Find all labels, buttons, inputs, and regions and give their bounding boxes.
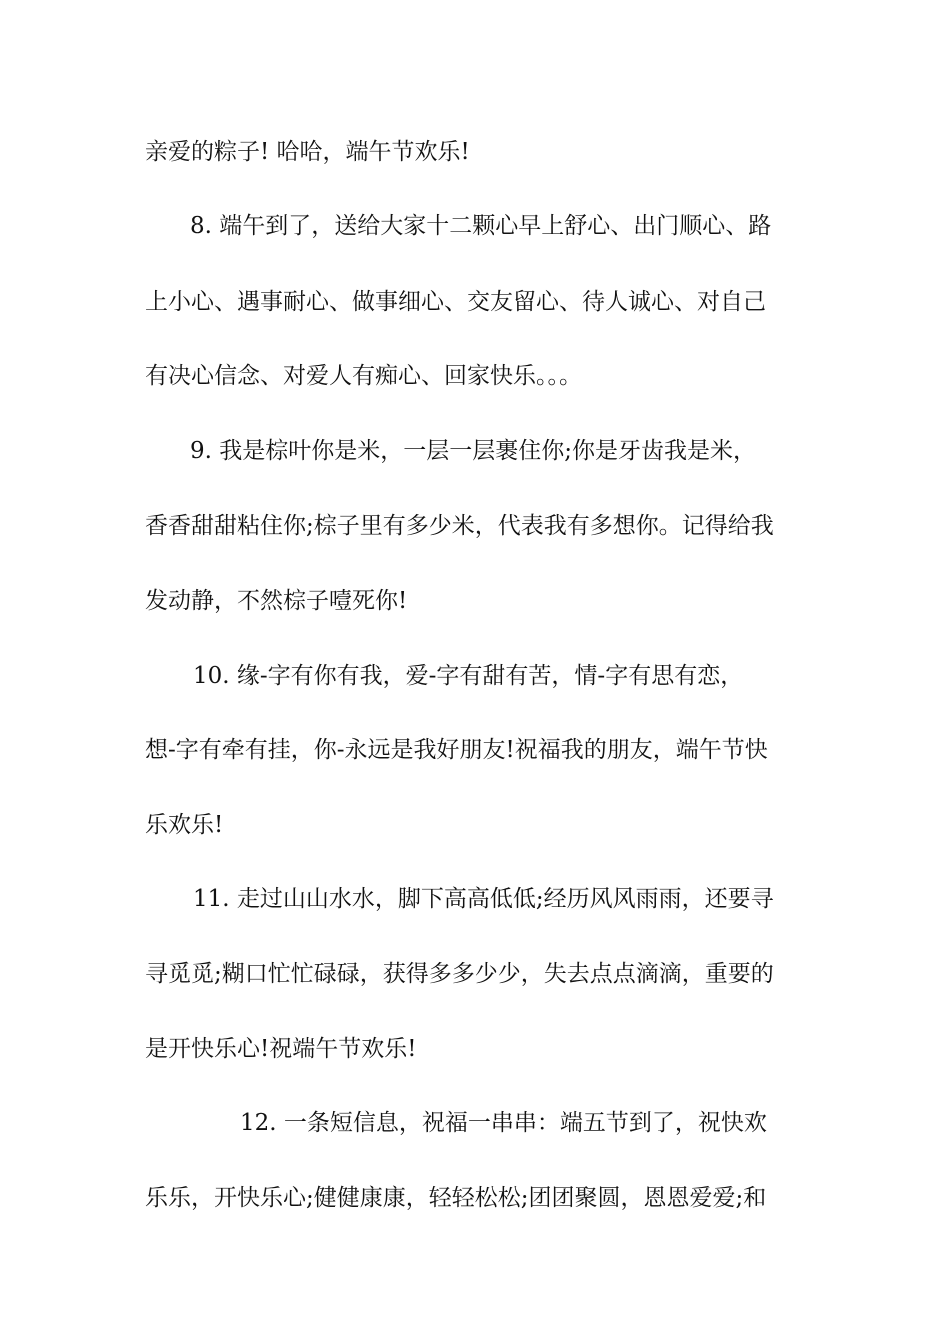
- list-item-10-first-line: 10. 缘-字有你有我，爱-字有甜有苦，情-字有思有恋，: [193, 663, 744, 689]
- list-item-11-first-line: 11. 走过山山水水，脚下高高低低;经历风风雨雨，还要寻: [193, 886, 774, 912]
- text-line: 乐欢乐!: [145, 812, 224, 838]
- text-line: 寻觅觅;糊口忙忙碌碌，获得多多少少，失去点点滴滴，重要的: [145, 961, 774, 987]
- text-line: 想-字有牵有挂，你-永远是我好朋友!祝福我的朋友，端午节快: [145, 737, 768, 763]
- text-line: 亲爱的粽子! 哈哈，端午节欢乐!: [145, 139, 470, 165]
- list-item-12-first-line: 12. 一条短信息，祝福一串串：端五节到了，祝快欢: [240, 1110, 767, 1136]
- text-line: 是开快乐心!祝端午节欢乐!: [145, 1036, 417, 1062]
- text-line: 乐乐，开快乐心;健健康康，轻轻松松;团团聚圆，恩恩爱爱;和: [145, 1185, 767, 1211]
- text-line: 有决心信念、对爱人有痴心、回家快乐。。。: [145, 363, 582, 389]
- text-line: 香香甜甜粘住你;棕子里有多少米，代表我有多想你。记得给我: [145, 513, 774, 539]
- list-item-9-first-line: 9. 我是棕叶你是米，一层一层裹住你;你是牙齿我是米，: [190, 438, 757, 464]
- list-item-8-first-line: 8. 端午到了，送给大家十二颗心早上舒心、出门顺心、路: [190, 213, 772, 239]
- text-line: 上小心、遇事耐心、做事细心、交友留心、待人诚心、对自己: [145, 289, 766, 315]
- text-line: 发动静，不然棕子噎死你!: [145, 588, 408, 614]
